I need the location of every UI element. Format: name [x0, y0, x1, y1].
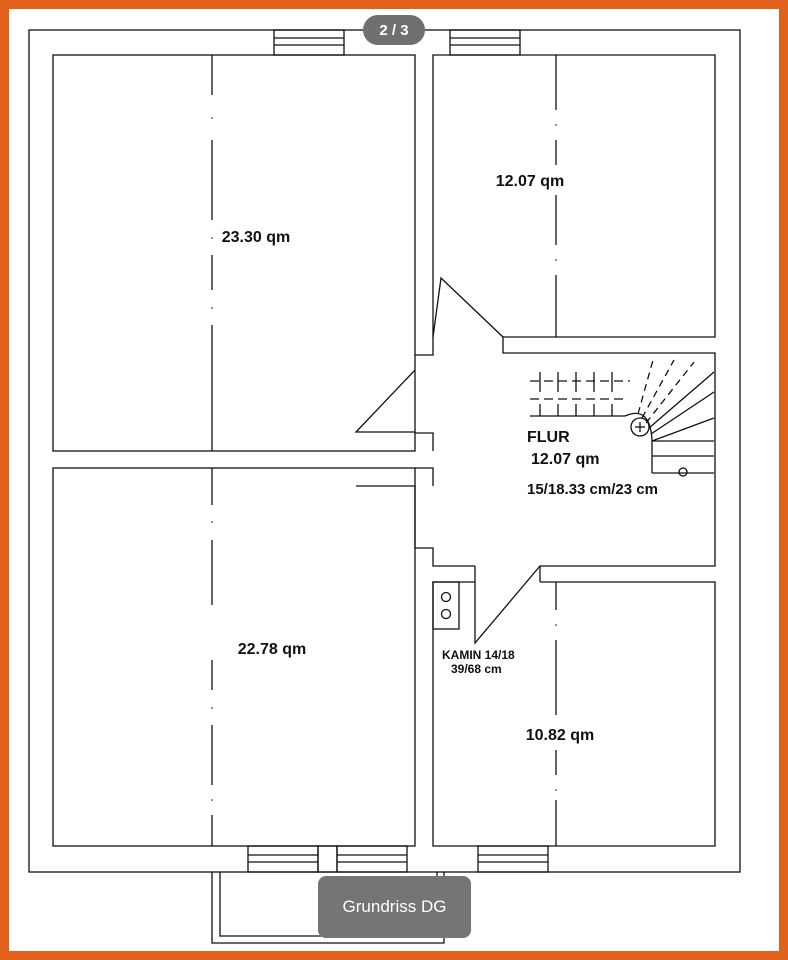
stair-spec: 15/18.33 cm/23 cm	[527, 481, 658, 498]
page-counter: 2 / 3	[363, 15, 425, 45]
room-axis-dots	[211, 117, 557, 801]
room-top-right-walls	[433, 55, 715, 337]
room-top-right-area: 12.07 qm	[495, 173, 565, 190]
door-swing-bottom-left	[356, 486, 415, 548]
window-top-right	[450, 30, 520, 55]
room-bottom-right-area: 10.82 qm	[525, 727, 595, 744]
room-bottom-left-walls	[53, 468, 415, 846]
window-top-left	[274, 30, 344, 55]
hall-name: FLUR	[527, 429, 570, 446]
room-bottom-left-area: 22.78 qm	[237, 641, 307, 658]
window-bottom-right	[478, 846, 548, 872]
fireplace-flue-2	[442, 610, 451, 619]
fireplace-label: KAMIN 14/18	[442, 648, 515, 662]
hall-wall-mid-upper	[415, 433, 433, 451]
door-swing-top-right	[433, 278, 503, 337]
fireplace-size: 39/68 cm	[451, 662, 502, 676]
hall-wall-bottom-left	[415, 548, 475, 566]
fireplace-box	[433, 582, 459, 629]
window-bottom-mid	[337, 846, 407, 872]
image-caption: Grundriss DG	[318, 876, 471, 938]
door-swing-bottom-right	[475, 566, 540, 643]
door-swing-top-left	[356, 370, 415, 432]
fireplace-flue-1	[442, 593, 451, 602]
hall-wall-mid-lower	[415, 468, 433, 486]
wall-pier	[318, 846, 337, 872]
window-bottom-left	[248, 846, 318, 872]
hall-area: 12.07 qm	[531, 451, 600, 468]
room-top-left-area: 23.30 qm	[221, 229, 291, 246]
hall-wall-top-left	[415, 337, 433, 355]
room-top-left-walls	[53, 55, 415, 451]
